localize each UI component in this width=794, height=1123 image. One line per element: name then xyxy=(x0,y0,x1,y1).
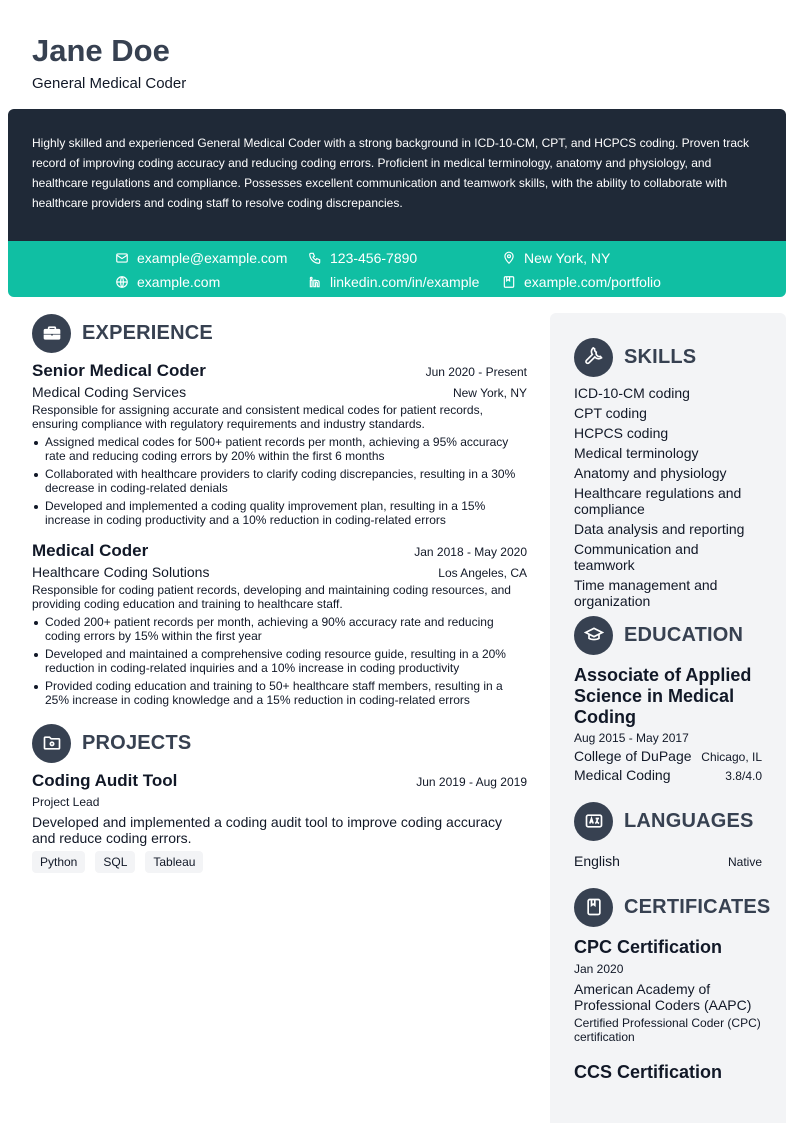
skill-item: Medical terminology xyxy=(574,445,699,461)
certificate-name: CCS Certification xyxy=(574,1062,723,1082)
job-bullets xyxy=(32,435,527,527)
project-entry xyxy=(32,771,527,873)
education-degree: Associate of Applied Science in Medical Coding xyxy=(574,665,752,727)
projects-header xyxy=(32,723,527,763)
mail-icon xyxy=(115,251,129,265)
project-name: Coding Audit Tool xyxy=(32,771,178,790)
job-bullet: Provided coding education and training to 50+ healthcare staff members, resulting in a 25% increase in coding knowledge and a 15% reduction in coding-related errors xyxy=(32,679,527,707)
folder-icon xyxy=(32,724,71,763)
certificate-date: Jan 2020 xyxy=(574,962,624,976)
contact-location xyxy=(502,249,610,267)
certificate-name: CPC Certification xyxy=(574,937,723,957)
map-pin-icon xyxy=(502,251,516,265)
contact-location-text: New York, NY xyxy=(524,250,611,266)
skills-header xyxy=(574,337,762,377)
skill-item: Anatomy and physiology xyxy=(574,465,727,481)
contact-phone-text: 123-456-7890 xyxy=(330,250,418,266)
experience-entry xyxy=(32,541,527,707)
contact-portfolio-text: example.com/portfolio xyxy=(524,274,661,290)
job-bullet: Coded 200+ patient records per month, achieving a 90% accuracy rate and reducing coding errors by 15% within the first year xyxy=(32,615,527,643)
skills-title: SKILLS xyxy=(624,345,697,368)
job-dates: Jan 2018 - May 2020 xyxy=(414,545,527,559)
job-company: Medical Coding Services xyxy=(32,384,187,400)
certificates-title: CERTIFICATES xyxy=(624,895,771,918)
summary-text: Highly skilled and experienced General Medical Coder with a strong background in ICD-10-CM, CPT, and HCPCS coding. Proven track record of improving coding accuracy and reducing coding errors. Proficient in medical terminology, anatomy and physiology, and healthcare regulations and compliance. Possesses excellent communication and teamwork skills, with the ability to collaborate with healthcare providers and coding staff to resolve coding discrepancies. xyxy=(32,136,749,210)
contact-email[interactable] xyxy=(115,249,287,267)
job-title: Medical Coder xyxy=(32,541,149,560)
contact-portfolio[interactable] xyxy=(502,273,661,291)
globe-icon xyxy=(115,275,129,289)
job-bullet: Developed and implemented a coding quality improvement plan, resulting in a 15% increase in coding productivity and a 10% reduction in coding-related errors xyxy=(32,499,527,527)
languages-header xyxy=(574,801,762,841)
wrench-icon xyxy=(574,338,613,377)
job-bullet: Assigned medical codes for 500+ patient records per month, achieving a 95% accuracy rate and reducing coding errors by 20% within the first 6 months xyxy=(32,435,527,463)
skill-item: CPT coding xyxy=(574,405,647,421)
project-tags xyxy=(32,851,527,873)
certificates-header xyxy=(574,887,771,927)
translate-icon xyxy=(574,802,613,841)
briefcase-icon xyxy=(32,314,71,353)
job-bullets xyxy=(32,615,527,707)
project-description: Developed and implemented a coding audit tool to improve coding accuracy and reduce coding errors. xyxy=(32,814,503,846)
language-item xyxy=(574,853,762,869)
experience-entry xyxy=(32,361,527,527)
skill-item: Time management and organization xyxy=(574,577,718,609)
job-dates: Jun 2020 - Present xyxy=(425,365,527,379)
language-level: Native xyxy=(727,855,762,869)
job-title: Senior Medical Coder xyxy=(32,361,206,380)
tag: Tableau xyxy=(145,851,203,873)
portfolio-icon xyxy=(502,275,516,289)
projects-title: PROJECTS xyxy=(82,731,192,754)
education-header xyxy=(574,615,762,655)
contact-email-text: example@example.com xyxy=(137,250,288,266)
main-column xyxy=(32,313,527,873)
skill-item: HCPCS coding xyxy=(574,425,669,441)
project-role: Project Lead xyxy=(32,795,100,809)
graduation-cap-icon xyxy=(574,616,613,655)
education-field: Medical Coding xyxy=(574,767,671,783)
tag: Python xyxy=(32,851,85,873)
contact-website-text: example.com xyxy=(137,274,221,290)
education-title: EDUCATION xyxy=(624,623,744,646)
language-name: English xyxy=(574,853,620,869)
contact-website[interactable] xyxy=(115,273,220,291)
candidate-name: Jane Doe xyxy=(32,33,170,68)
job-description: Responsible for coding patient records, developing and maintaining coding resources, and providing coding education and training to healthcare staff. xyxy=(32,583,511,611)
education-dates: Aug 2015 - May 2017 xyxy=(574,731,689,745)
experience-title: EXPERIENCE xyxy=(82,321,213,344)
linkedin-icon xyxy=(308,275,322,289)
experience-header xyxy=(32,313,527,353)
education-gpa: 3.8/4.0 xyxy=(725,769,762,783)
contact-linkedin-text: linkedin.com/in/example xyxy=(330,274,480,290)
certificate-issuer: American Academy of Professional Coders (AAPC) xyxy=(574,981,752,1013)
tag: SQL xyxy=(95,851,135,873)
summary-section xyxy=(8,109,786,241)
contact-phone[interactable] xyxy=(308,249,417,267)
contact-bar xyxy=(8,241,786,297)
job-description: Responsible for assigning accurate and consistent medical codes for patient records, ensuring compliance with regulatory requirements and industry standards. xyxy=(32,403,483,431)
phone-icon xyxy=(308,251,322,265)
job-bullet: Developed and maintained a comprehensive coding resource guide, resulting in a 20% reduction in coding-related inquiries and a 10% increase in coding productivity xyxy=(32,647,527,675)
skills-list xyxy=(574,385,762,609)
bookmark-book-icon xyxy=(574,888,613,927)
resume-header xyxy=(32,34,186,92)
candidate-role: General Medical Coder xyxy=(32,75,187,92)
job-location: Los Angeles, CA xyxy=(438,566,527,580)
education-location: Chicago, IL xyxy=(701,750,762,764)
languages-title: LANGUAGES xyxy=(624,809,754,832)
skill-item: Communication and teamwork xyxy=(574,541,699,573)
sidebar-column xyxy=(550,313,786,1123)
project-dates: Jun 2019 - Aug 2019 xyxy=(416,775,527,789)
education-school: College of DuPage xyxy=(574,748,692,764)
skill-item: Data analysis and reporting xyxy=(574,521,745,537)
job-location: New York, NY xyxy=(452,386,527,400)
certificate-description: Certified Professional Coder (CPC) certification xyxy=(574,1016,761,1044)
skill-item: ICD-10-CM coding xyxy=(574,385,690,401)
job-company: Healthcare Coding Solutions xyxy=(32,564,210,580)
skill-item: Healthcare regulations and compliance xyxy=(574,485,742,517)
contact-linkedin[interactable] xyxy=(308,273,479,291)
job-bullet: Collaborated with healthcare providers to clarify coding discrepancies, resulting in a 30% decrease in coding-related denials xyxy=(32,467,527,495)
